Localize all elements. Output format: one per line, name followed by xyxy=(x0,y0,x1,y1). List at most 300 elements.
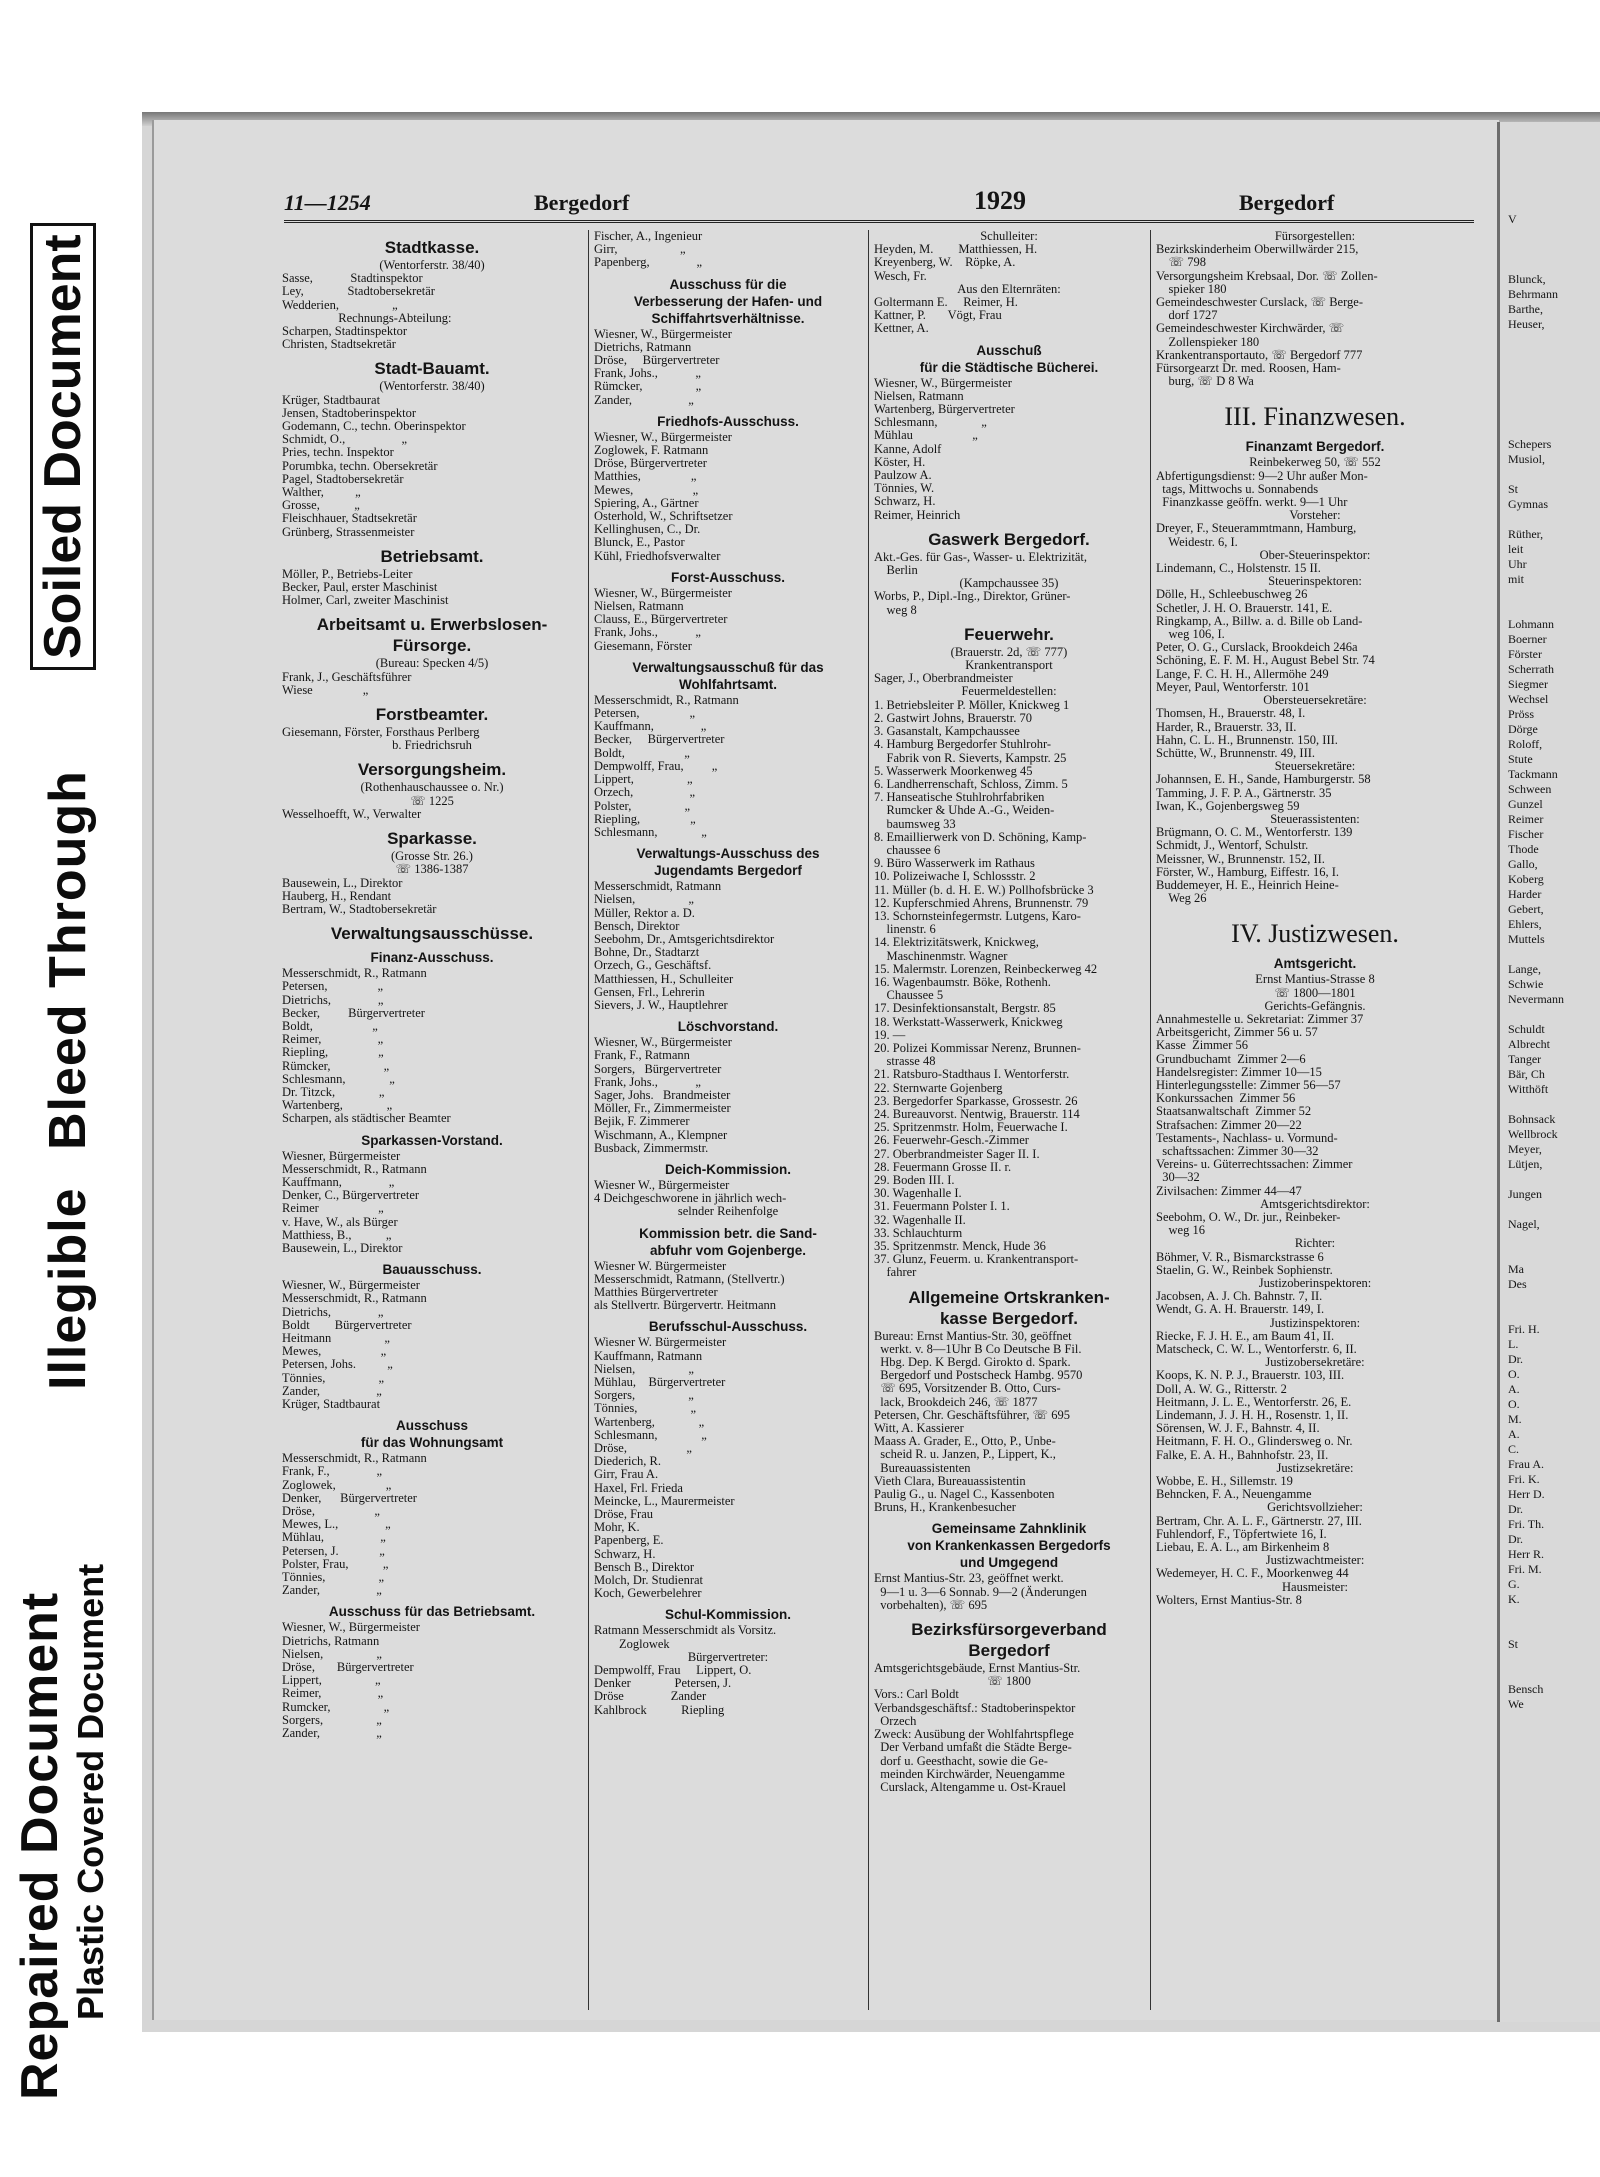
fragment-line: Fri. M. xyxy=(1508,1562,1542,1576)
entry-line: Dröse Zander xyxy=(594,1689,707,1704)
entry-line: Schetler, J. H. O. Brauerstr. 141, E. xyxy=(1156,600,1333,615)
fragment-line: Tanger xyxy=(1508,1052,1542,1066)
entry-line: Matthies, „ xyxy=(594,469,697,484)
entry-line: Wischmann, A., Klempner xyxy=(594,1127,728,1142)
entry-line: Mewes, „ xyxy=(594,482,699,497)
entry-line: Worbs, P., Dipl.-Ing., Direktor, Grüner- xyxy=(874,589,1071,604)
entry-line: Wiesner, W., Bürgermeister xyxy=(594,326,732,341)
entry-line: Frank, F., „ xyxy=(282,1464,383,1479)
centered-line: Bürgervertreter: xyxy=(687,1649,769,1664)
fragment-line: Lütjen, xyxy=(1508,1157,1543,1171)
entry-line: Frank, F., Ratmann xyxy=(594,1048,690,1063)
entry-line: Strafsachen: Zimmer 20—22 xyxy=(1156,1117,1302,1132)
entry-line: Lindemann, J. J. H. H., Rosenstr. 1, II. xyxy=(1156,1408,1349,1423)
entry-line: Becker, Bürgervertreter xyxy=(282,1005,425,1020)
subsection-heading: Verwaltungs-Ausschuss des xyxy=(636,846,820,862)
entry-line: Nielsen, Ratmann xyxy=(874,388,964,403)
centered-line: Gerichts-Gefängnis. xyxy=(1264,998,1366,1013)
entry-line: Paulzow A. xyxy=(874,468,932,483)
fragment-line: Frau A. xyxy=(1508,1457,1544,1471)
fragment-line: Schween xyxy=(1508,782,1552,796)
section-heading: Stadt-Bauamt. xyxy=(374,359,490,379)
fragment-line xyxy=(1500,1202,1600,1217)
entry-line: Dreyer, F., Steuerammtmann, Hamburg, xyxy=(1156,521,1357,536)
entry-line: Bezirkskinderheim Oberwillwärder 215, xyxy=(1156,242,1359,257)
centered-line: ☏ 1225 xyxy=(410,793,454,808)
entry-line: Iwan, K., Gojenbergsweg 59 xyxy=(1156,798,1300,813)
entry-line: Diederich, R. xyxy=(594,1454,661,1469)
entry-line: Bohne, Dr., Stadtarzt xyxy=(594,945,700,960)
entry-line: 15. Malermstr. Lorenzen, Reinbeckerweg 42 xyxy=(874,961,1098,976)
entry-line: werkt. v. 8—1Uhr B Co Deutsche B Fil. xyxy=(874,1341,1082,1356)
centered-line: ☏ 1800—1801 xyxy=(1274,985,1356,1000)
entry-line: Zander, „ xyxy=(594,392,694,407)
entry-line: Thomsen, H., Brauerstr. 48, I. xyxy=(1156,706,1306,721)
entry-line: fahrer xyxy=(874,1265,917,1280)
entry-line: Messerschmidt, Ratmann xyxy=(594,879,722,894)
entry-line: Dölle, H., Schleebuschweg 26 xyxy=(1156,587,1308,602)
entry-line: Lippert, „ xyxy=(594,772,693,787)
entry-line: Weg 26 xyxy=(1156,891,1207,906)
entry-line: 35. Spritzenmstr. Menck, Hude 36 xyxy=(874,1239,1046,1254)
entry-line: Wartenberg, „ xyxy=(282,1098,393,1113)
entry-line: Ringkamp, A., Billw. a. d. Bille ob Land- xyxy=(1156,613,1363,628)
fragment-line: Albrecht xyxy=(1508,1037,1550,1051)
entry-line: Pries, techn. Inspektor xyxy=(282,445,394,460)
entry-line: Fabrik von R. Sieverts, Kampstr. 25 xyxy=(874,750,1067,765)
fragment-line xyxy=(1500,602,1600,617)
entry-line: Ley, Stadtobersekretär xyxy=(282,284,435,299)
entry-line: Zoglowek, „ xyxy=(282,1477,392,1492)
entry-line: Abfertigungsdienst: 9—2 Uhr außer Mon- xyxy=(1156,468,1368,483)
fragment-line: Reimer xyxy=(1508,812,1544,826)
entry-line: Böhmer, V. R., Bismarckstrasse 6 xyxy=(1156,1249,1324,1264)
column-rule xyxy=(868,230,869,2010)
entry-line: Annahmestelle u. Sekretariat: Zimmer 37 xyxy=(1156,1011,1364,1026)
centered-line: Krankentransport xyxy=(965,658,1053,673)
entry-line: Boldt Bürgervertreter xyxy=(282,1317,412,1332)
entry-line: Dröse, „ xyxy=(594,1441,692,1456)
fragment-line xyxy=(1500,1247,1600,1262)
entry-line: Haxel, Frl. Frieda xyxy=(594,1480,683,1495)
fragment-line: Siegmer xyxy=(1508,677,1548,691)
fragment-line: Dörge xyxy=(1508,722,1538,736)
fragment-line: Witthöft xyxy=(1508,1082,1549,1096)
entry-line: Handelsregister: Zimmer 10—15 xyxy=(1156,1064,1322,1079)
entry-line: 26. Feuerwehr-Gesch.-Zimmer xyxy=(874,1133,1029,1148)
label-plastic: Plastic Covered Document xyxy=(70,1563,111,2020)
entry-line: Schwarz, H. xyxy=(594,1546,656,1561)
entry-line: Konkurssachen Zimmer 56 xyxy=(1156,1091,1296,1106)
entry-line: Grünberg, Strassenmeister xyxy=(282,524,415,539)
fragment-line: Fri. H. xyxy=(1508,1322,1540,1336)
fragment-line: Rüther, xyxy=(1508,527,1544,541)
entry-line: scheid R. u. Janzen, P., Lippert, K., xyxy=(874,1447,1056,1462)
entry-line: Denker, Bürgervertreter xyxy=(282,1490,417,1505)
entry-line: Rumcker, „ xyxy=(282,1699,390,1714)
centered-line: Vorsteher: xyxy=(1289,508,1341,523)
subsection-heading: von Krankenkassen Bergedorfs xyxy=(907,1538,1111,1554)
entry-line: Wendt, G. A. H. Brauerstr. 149, I. xyxy=(1156,1302,1325,1317)
entry-line: 18. Werkstatt-Wasserwerk, Knickweg xyxy=(874,1014,1063,1029)
header-city-right: Bergedorf xyxy=(1239,190,1335,215)
entry-line: Meyer, Paul, Wentorferstr. 101 xyxy=(1156,679,1310,694)
entry-line: Zollenspieker 180 xyxy=(1156,334,1260,349)
entry-line: 30. Wagenhalle I. xyxy=(874,1186,962,1201)
entry-line: Messerschmidt, R., Ratmann xyxy=(594,692,739,707)
entry-line: Bensch, Direktor xyxy=(594,918,680,933)
entry-line: Orzech, G., Geschäftsf. xyxy=(594,958,712,973)
centered-line: Aus den Elternräten: xyxy=(957,281,1061,296)
fragment-line xyxy=(1500,137,1600,152)
entry-line: Wiesner W., Bürgermeister xyxy=(594,1177,730,1192)
entry-line: Ratmann Messerschmidt als Vorsitz. xyxy=(594,1623,777,1638)
fragment-line: Heuser, xyxy=(1508,317,1545,331)
chapter-heading: III. Finanzwesen. xyxy=(1224,402,1406,432)
fragment-line: A. xyxy=(1508,1382,1520,1396)
entry-line: Kauffmann, „ xyxy=(594,719,707,734)
subsection-heading: Amtsgericht. xyxy=(1273,956,1357,972)
fragment-line: Behrmann xyxy=(1508,287,1558,301)
fragment-line: Scherrath xyxy=(1508,662,1554,676)
entry-line: Rechnungs-Abteilung: xyxy=(282,310,452,325)
entry-line: meinden Kirchwärder, Neuengamme xyxy=(874,1766,1065,1781)
entry-line: Petersen, „ xyxy=(282,979,384,994)
entry-line: 29. Boden III. I. xyxy=(874,1173,955,1187)
entry-line: Giesemann, Förster, Forsthaus Perlberg xyxy=(282,725,480,740)
entry-line: Tönnies, „ xyxy=(594,1401,697,1416)
centered-line: Fürsorgestellen: xyxy=(1274,230,1356,243)
entry-line: Brügmann, O. C. M., Wentorferstr. 139 xyxy=(1156,825,1353,840)
subsection-heading: und Umgegend xyxy=(959,1555,1059,1571)
column-2 xyxy=(594,230,862,1717)
entry-line: Porumbka, techn. Obersekretär xyxy=(282,458,438,473)
section-heading: Verwaltungsausschüsse. xyxy=(330,924,534,944)
subsection-heading: Ausschuss für das Betriebsamt. xyxy=(328,1604,536,1620)
entry-line: Vieth Clara, Bureauassistentin xyxy=(874,1473,1026,1488)
entry-line: Messerschmidt, R., Ratmann xyxy=(282,1451,427,1466)
entry-line: Doll, A. W. G., Ritterstr. 2 xyxy=(1156,1381,1287,1396)
fragment-line: Nagel, xyxy=(1508,1217,1540,1231)
entry-line: Zander, „ xyxy=(282,1383,382,1398)
centered-line: Justizoberinspektoren: xyxy=(1258,1276,1372,1291)
fragment-line: We xyxy=(1508,1697,1524,1711)
section-heading: Feuerwehr. xyxy=(964,624,1054,644)
entry-line: baumsweg 33 xyxy=(874,816,956,831)
fragment-line xyxy=(1500,1007,1600,1022)
entry-line: Walther, „ xyxy=(282,485,361,500)
entry-line: 24. Bureauvorst. Nentwig, Brauerstr. 114 xyxy=(874,1106,1080,1121)
entry-line: Kettner, A. xyxy=(874,321,929,336)
column-rule xyxy=(588,230,589,2010)
entry-line: 33. Schlauchturm xyxy=(874,1225,963,1240)
fragment-line xyxy=(1500,422,1600,437)
fragment-line: Gunzel xyxy=(1508,797,1543,811)
entry-line: Kattner, P. Vögt, Frau xyxy=(874,308,1002,323)
fragment-line: St xyxy=(1508,482,1519,496)
centered-line: ☏ 1386-1387 xyxy=(395,862,469,877)
centered-line: Steuerinspektoren: xyxy=(1268,574,1362,589)
entry-line: Bergedorf und Postscheck Hambg. 9570 xyxy=(874,1368,1083,1383)
entry-line: Staelin, G. W., Reinbek Sophienstr. xyxy=(1156,1262,1333,1277)
entry-line: Giesemann, Förster xyxy=(594,638,692,653)
fragment-line xyxy=(1500,242,1600,257)
entry-line: 10. Polizeiwache I, Schlossstr. 2 xyxy=(874,869,1036,884)
fragment-line: L. xyxy=(1508,1337,1519,1351)
entry-line: dorf 1727 xyxy=(1156,308,1218,323)
fragment-line: Meyer, xyxy=(1508,1142,1542,1156)
entry-line: Förster, W., Hamburg, Eiffestr. 16, I. xyxy=(1156,864,1340,879)
entry-line: Sager, Johs. Brandmeister xyxy=(594,1087,731,1102)
entry-line: Messerschmidt, R., Ratmann xyxy=(282,1291,427,1306)
entry-line: Wiesner, W., Bürgermeister xyxy=(874,375,1012,390)
fragment-line xyxy=(1500,467,1600,482)
entry-line: Paulig G., u. Nagel C., Kassenboten xyxy=(874,1487,1055,1502)
entry-line: Wedderien, „ xyxy=(282,297,398,312)
entry-line: Mühlau „ xyxy=(874,428,978,443)
entry-line: Frank, Johs., „ xyxy=(594,366,701,381)
entry-line: Denker Petersen, J. xyxy=(594,1676,732,1691)
entry-line: burg, ☏ D 8 Wa xyxy=(1156,374,1254,389)
entry-line: Scharpen, Stadtinspektor xyxy=(282,324,407,339)
subsection-heading: Sparkassen-Vorstand. xyxy=(361,1132,503,1148)
entry-line: Zander, „ xyxy=(282,1726,382,1741)
entry-line: Zweck: Ausübung der Wohlfahrtspflege xyxy=(874,1727,1074,1742)
section-heading: Fürsorge. xyxy=(392,636,472,656)
entry-line: Wiesner W. Bürgermeister xyxy=(594,1258,727,1273)
centered-line: Hausmeister: xyxy=(1282,1579,1348,1594)
fragment-line: C. xyxy=(1508,1442,1520,1456)
fragment-line xyxy=(1500,1232,1600,1247)
entry-line: Tönnies, „ xyxy=(282,1570,385,1585)
entry-line: Osterhold, W., Schriftsetzer xyxy=(594,509,733,524)
subsection-heading: Verbesserung der Hafen- und xyxy=(633,293,823,309)
centered-line: Steuerassistenten: xyxy=(1270,811,1360,826)
entry-line: Petersen, Johs. „ xyxy=(282,1357,393,1372)
fragment-line xyxy=(1500,407,1600,422)
entry-line: Scharpen, als städtischer Beamter xyxy=(282,1111,451,1126)
entry-line: Sasse, Stadtinspektor xyxy=(282,271,423,286)
subsection-heading: Schiffahrtsverhältnisse. xyxy=(651,310,805,326)
entry-line: 13. Schornsteinfegermstr. Lutgens, Karo- xyxy=(874,908,1081,923)
entry-line: Orzech xyxy=(874,1713,917,1728)
fragment-line: Bohnsack xyxy=(1508,1112,1556,1126)
entry-line: Kauffmann, Ratmann xyxy=(594,1348,703,1363)
fragment-line xyxy=(1500,122,1600,137)
entry-line: Curslack, Altengamme u. Ost-Krauel xyxy=(874,1779,1066,1794)
subsection-heading: Finanz-Ausschuss. xyxy=(370,950,494,966)
entry-line: Bureau: Ernst Mantius-Str. 30, geöffnet xyxy=(874,1328,1072,1343)
entry-line: Lindemann, C., Holstenstr. 15 II. xyxy=(1156,561,1321,576)
entry-line: Sörensen, W. J. F., Bahnstr. 4, II. xyxy=(1156,1421,1320,1436)
subsection-heading: Gemeinsame Zahnklinik xyxy=(931,1521,1087,1537)
label-repaired: Repaired Document xyxy=(11,1591,69,2100)
entry-line: 14. Elektrizitätswerk, Knickweg, xyxy=(874,935,1039,950)
entry-line: Falke, E. A. H., Bahnhofstr. 23, II. xyxy=(1156,1447,1329,1462)
entry-line: Krankentransportauto, ☏ Bergedorf 777 xyxy=(1156,347,1363,362)
fragment-line: Dr. xyxy=(1508,1502,1523,1516)
entry-line: Busback, Zimmermstr. xyxy=(594,1140,709,1155)
entry-line: Reimer, „ xyxy=(282,1686,384,1701)
entry-line: chaussee 6 xyxy=(874,842,941,857)
centered-line: Richter: xyxy=(1294,1236,1336,1251)
entry-line: Lange, F. C. H. H., Allermöhe 249 xyxy=(1156,666,1329,681)
entry-line: Clauss, E., Bürgervertreter xyxy=(594,612,728,627)
fragment-line xyxy=(1500,1307,1600,1322)
entry-line: 32. Wagenhalle II. xyxy=(874,1212,966,1227)
entry-line: Testaments-, Nachlass- u. Vormund- xyxy=(1156,1130,1338,1145)
entry-line: Fischer, A., Ingenieur xyxy=(594,230,703,243)
centered-line: Justizwachtmeister: xyxy=(1265,1553,1365,1568)
entry-line: Meissner, W., Brunnenstr. 152, II. xyxy=(1156,851,1325,866)
centered-line: Amtsgerichtsdirektor: xyxy=(1260,1196,1370,1211)
centered-line: Schulleiter: xyxy=(980,230,1038,243)
fragment-line: Gymnas xyxy=(1508,497,1548,511)
entry-line: Messerschmidt, R., Ratmann xyxy=(282,1161,427,1176)
entry-line: Krüger, Stadtbaurat xyxy=(282,392,381,407)
entry-line: Matthiessen, H., Schulleiter xyxy=(594,971,734,986)
entry-line: Vereins- u. Güterrechtssachen: Zimmer xyxy=(1156,1157,1353,1172)
entry-line: Zivilsachen: Zimmer 44—47 xyxy=(1156,1183,1302,1198)
entry-line: 31. Feuermann Polster I. 1. xyxy=(874,1199,1010,1214)
label-illegible: Illegible xyxy=(39,1187,97,1390)
fragment-line xyxy=(1500,152,1600,167)
entry-line: als Stellvertr. Bürgervertr. Heitmann xyxy=(594,1298,777,1313)
entry-line: Petersen, J. „ xyxy=(282,1543,385,1558)
entry-line: Ernst Mantius-Str. 23, geöffnet werkt. xyxy=(874,1571,1064,1586)
section-heading: Forstbeamter. xyxy=(375,705,489,725)
fragment-line: Herr D. xyxy=(1508,1487,1545,1501)
entry-line: Kellinghusen, C., Dr. xyxy=(594,522,701,537)
entry-line: Amtsgerichtsgebäude, Ernst Mantius-Str. xyxy=(874,1661,1081,1676)
page-number: 11—1254 xyxy=(284,190,371,215)
entry-line: linenstr. 6 xyxy=(874,922,936,937)
entry-line: Verbandsgeschäftsf.: Stadtoberinspektor xyxy=(874,1700,1076,1715)
entry-line: Dietrichs, „ xyxy=(282,992,384,1007)
entry-line: Dröse, Frau xyxy=(594,1507,654,1522)
entry-line: Dietrichs, Ratmann xyxy=(282,1633,380,1648)
centered-line: (Wentorferstr. 38/40) xyxy=(379,258,485,272)
fragment-line: Uhr xyxy=(1508,557,1527,571)
entry-line: Sager, J., Oberbrandmeister xyxy=(874,671,1013,686)
entry-line: 3. Gasanstalt, Kampchaussee xyxy=(874,724,1020,739)
fragment-line xyxy=(1500,1292,1600,1307)
subsection-heading: Friedhofs-Ausschuss. xyxy=(657,413,799,429)
entry-line: Wesch, Fr. xyxy=(874,268,927,283)
entry-line: Wiesner, Bürgermeister xyxy=(282,1148,401,1163)
entry-line: Seebohm, Dr., Amtsgerichtsdirektor xyxy=(594,931,775,946)
entry-line: Blunck, E., Pastor xyxy=(594,535,685,550)
entry-line: Köster, H. xyxy=(874,454,926,469)
section-heading: Stadtkasse. xyxy=(384,238,480,257)
entry-line: Riecke, F. J. H. E., am Baum 41, II. xyxy=(1156,1328,1335,1343)
entry-line: Sorgers, Bürgervertreter xyxy=(594,1061,722,1076)
section-heading: Bergedorf xyxy=(968,1641,1050,1661)
fragment-line: Barthe, xyxy=(1508,302,1543,316)
entry-line: Kahlbrock Riepling xyxy=(594,1702,725,1717)
subsection-heading: Jugendamts Bergedorf xyxy=(654,863,802,879)
fragment-line: Gebert, xyxy=(1508,902,1544,916)
fragment-line: Lange, xyxy=(1508,962,1541,976)
entry-line: Schwarz, H. xyxy=(874,494,936,509)
entry-line: Chaussee 5 xyxy=(874,988,944,1003)
fragment-line: A. xyxy=(1508,1427,1520,1441)
entry-line: Wiesner, W., Bürgermeister xyxy=(282,1278,420,1293)
entry-line: Bertram, Chr. A. L. F., Gärtnerstr. 27, III. xyxy=(1156,1513,1362,1528)
fragment-line: Roloff, xyxy=(1508,737,1543,751)
running-header xyxy=(284,186,1474,223)
entry-line: dorf u. Geesthacht, sowie die Ge- xyxy=(874,1753,1048,1768)
label-bleed-through: Bleed Through xyxy=(39,770,97,1150)
fragment-line: Wechsel xyxy=(1508,692,1549,706)
section-heading: Versorgungsheim. xyxy=(357,760,507,780)
entry-line: Liebau, E. A. L., am Birkenheim 8 xyxy=(1156,1540,1330,1555)
entry-line: 4. Hamburg Bergedorfer Stuhlrohr- xyxy=(874,737,1052,752)
entry-line: Matthiess, B., „ xyxy=(282,1227,392,1242)
entry-line: Wiesner, W., Bürgermeister xyxy=(594,585,732,600)
entry-line: Schlesmann, „ xyxy=(874,415,987,430)
entry-line: Zoglowek, F. Ratmann xyxy=(594,443,709,458)
entry-line: ☏ 798 xyxy=(1156,255,1207,270)
centered-line: (Brauerstr. 2d, ☏ 777) xyxy=(950,644,1068,659)
entry-line: Rümcker, „ xyxy=(282,1058,390,1073)
subsection-heading: Ausschuss xyxy=(395,1418,469,1434)
entry-line: Johannsen, E. H., Sande, Hamburgerstr. 58 xyxy=(1156,772,1371,787)
section-heading: Bezirksfürsorgeverband xyxy=(911,1620,1107,1640)
entry-line: Tönnies, W. xyxy=(874,481,935,496)
subsection-heading: Ausschuss für die xyxy=(669,276,787,292)
fragment-line: Koberg xyxy=(1508,872,1544,886)
entry-line: Harder, R., Brauerstr. 33, II. xyxy=(1156,719,1297,734)
subsection-heading: Verwaltungsausschuß für das xyxy=(632,659,824,675)
column-1 xyxy=(282,230,582,1740)
entry-line: Kasse Zimmer 56 xyxy=(1156,1038,1248,1053)
entry-line: Gemeindeschwester Curslack, ☏ Berge- xyxy=(1156,295,1364,310)
entry-line: Girr, „ xyxy=(594,242,686,257)
centered-line: Ernst Mantius-Strasse 8 xyxy=(1255,972,1375,987)
entry-line: Wiesner, W., Bürgermeister xyxy=(282,1620,420,1635)
fragment-line xyxy=(1500,947,1600,962)
entry-line: Schütte, W., Brunnenstr. 49, III. xyxy=(1156,745,1316,760)
entry-line: Fürsorgearzt Dr. med. Roosen, Ham- xyxy=(1156,361,1341,376)
fragment-line: Förster xyxy=(1508,647,1542,661)
fragment-line: M. xyxy=(1508,1412,1522,1426)
fragment-line: Harder xyxy=(1508,887,1542,901)
entry-line: Möller, Fr., Zimmermeister xyxy=(594,1101,731,1116)
entry-line: Heitmann, F. H. O., Glindersweg o. Nr. xyxy=(1156,1434,1353,1449)
entry-line: Polster, Frau, „ xyxy=(282,1556,389,1571)
entry-line: Wartenberg, Bürgervertreter xyxy=(874,402,1015,417)
entry-line: Reimer, Heinrich xyxy=(874,507,961,522)
entry-line: 19. — xyxy=(874,1027,906,1042)
entry-line: Koops, K. N. P. J., Brauerstr. 103, III. xyxy=(1156,1368,1345,1383)
entry-line: Dempwolff, Frau, „ xyxy=(594,758,718,773)
entry-line: Lippert, „ xyxy=(282,1673,381,1688)
fragment-line xyxy=(1500,167,1600,182)
entry-line: Sorgers, „ xyxy=(594,1388,694,1403)
centered-line: Obersteuersekretäre: xyxy=(1263,693,1367,708)
entry-line: Nielsen, Ratmann xyxy=(594,599,684,614)
entry-line: Matthies Bürgervertreter xyxy=(594,1284,718,1299)
entry-line: Spiering, A., Gärtner xyxy=(594,495,699,510)
entry-line: Krüger, Stadtbaurat xyxy=(282,1397,381,1411)
entry-line: Gemeindeschwester Kirchwärder, ☏ xyxy=(1156,321,1345,336)
entry-line: Dröse, „ xyxy=(282,1504,380,1519)
entry-line: Bertram, W., Stadtobersekretär xyxy=(282,901,437,916)
entry-line: v. Have, W., als Bürger xyxy=(282,1214,398,1229)
chapter-heading: IV. Justizwesen. xyxy=(1231,919,1399,949)
entry-line: Schlesmann, „ xyxy=(594,824,707,839)
